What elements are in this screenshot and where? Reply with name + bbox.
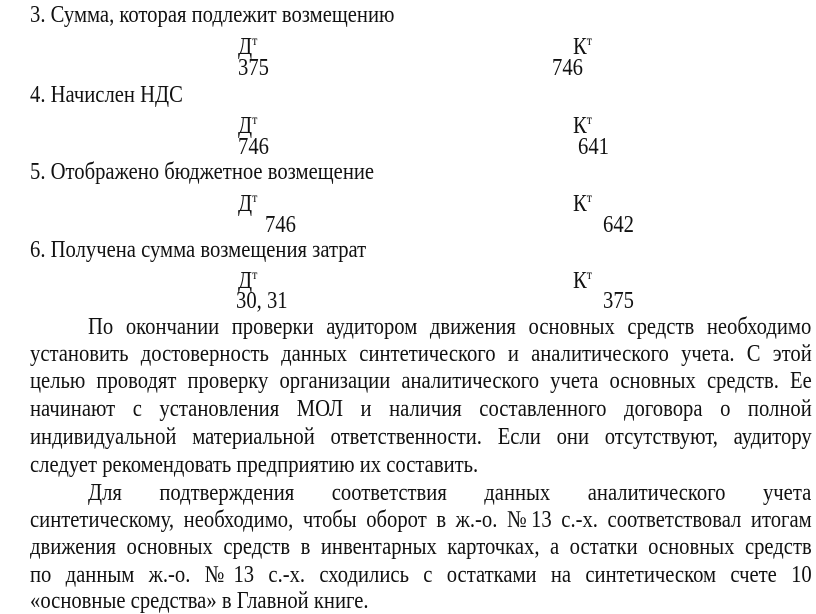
- debit-label: $Д^т$: [238, 34, 258, 60]
- text-line: движения основных средств в инвентарных карточках, а остатки основных средств: [30, 534, 812, 560]
- debit-account: 30, 31: [236, 288, 288, 314]
- entry-title: 5. Отображено бюджетное возмещение: [30, 159, 375, 185]
- entry-title: 3. Сумма, которая подлежит возмещению: [30, 2, 395, 28]
- text-line: синтетическому, необходимо, чтобы оборот в ж.-о. №13 с.-х. соответствовал итогам: [30, 507, 812, 533]
- debit-account: 746: [265, 212, 296, 238]
- debit-account: 746: [238, 134, 269, 160]
- debit-label: $Д^т$: [238, 268, 258, 294]
- text-line: По окончании проверки аудитором движения основных средств необходимо: [88, 314, 812, 340]
- debit-label: $Д^т$: [238, 191, 258, 217]
- credit-account: 642: [603, 212, 634, 238]
- text-line: Для подтверждения соответствия данных аналитического учета: [88, 480, 812, 506]
- text-line: «основные средства» в Главной книге.: [30, 588, 369, 614]
- credit-account: 746: [552, 55, 583, 81]
- text-line: по данным ж.-о. №13 с.-х. сходились с остатками на синтетическом счете 10: [30, 562, 812, 588]
- text-line: целью проводят проверку организации аналитического учета основных средств. Ее: [30, 368, 812, 394]
- credit-account: 375: [603, 288, 634, 314]
- credit-label: $К^т$: [573, 34, 593, 60]
- text-line: индивидуальной материальной ответственности. Если они отсутствуют, аудитору: [30, 424, 812, 450]
- debit-label: $Д^т$: [238, 113, 258, 139]
- credit-label: $К^т$: [573, 268, 593, 294]
- credit-account: 641: [578, 134, 609, 160]
- text-line: следует рекомендовать предприятию их составить.: [30, 452, 479, 478]
- debit-account: 375: [238, 55, 269, 81]
- credit-label: $К^т$: [573, 113, 593, 139]
- entry-title: 4. Начислен НДС: [30, 82, 183, 108]
- text-line: установить достоверность данных синтетического и аналитического учета. С этой: [30, 341, 812, 367]
- credit-label: $К^т$: [573, 191, 593, 217]
- text-line: начинают с установления МОЛ и наличия составленного договора о полной: [30, 396, 812, 422]
- entry-title: 6. Получена сумма возмещения затрат: [30, 237, 367, 263]
